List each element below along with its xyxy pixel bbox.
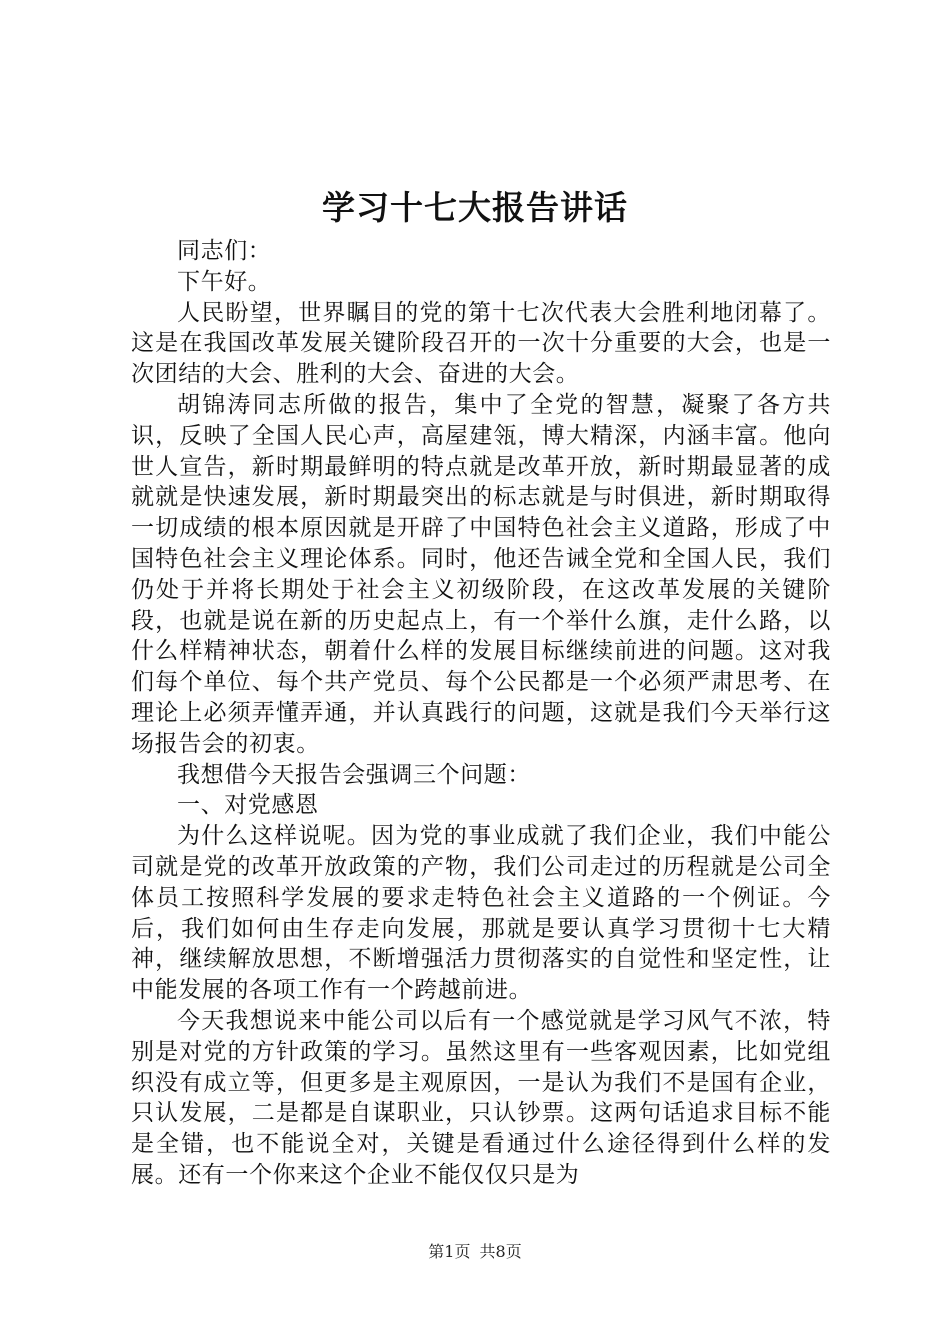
document-body [131, 236, 831, 1191]
page-total: 共8页 [479, 1242, 522, 1261]
body-paragraph: 我想借今天报告会强调三个问题： [177, 761, 531, 788]
greeting-paragraph: 同志们： [177, 238, 272, 264]
page-footer [0, 1241, 950, 1263]
body-paragraph: 人民盼望，世界瞩目的党的第十七次代表大会胜利地闭幕了。这是在我国改革发展关键阶段召开的一次十分重要的大会，也是一次团结的大会、胜利的大会、奋进的大会。 [131, 299, 831, 388]
document-title: 学习十七大报告讲话 [322, 188, 628, 227]
body-paragraph: 胡锦涛同志所做的报告，集中了全党的智慧，凝聚了各方共识，反映了全国人民心声，高屋建瓴，博大精深，内涵丰富。他向世人宣告，新时期最鲜明的特点就是改革开放，新时期最显著的成就就是快速发展，新时期最突出的标志就是与时俱进，新时期取得一切成绩的根本原因就是开辟了中国特色社会主义道路，形成了中国特色社会主义理论体系。同时，他还告诫全党和全国人民，我们仍处于并将长期处于社会主义初级阶段，在这改革发展的关键阶段，也就是说在新的历史起点上，有一个举什么旗，走什么路，以什么样精神状态，朝着什么样的发展目标继续前进的问题。这对我们每个单位、每个共产党员、每个公民都是一个必须严肃思考、在理论上必须弄懂弄通，并认真践行的问题，这就是我们今天举行这场报告会的初衷。 [131, 391, 831, 757]
body-paragraph: 为什么这样说呢。因为党的事业成就了我们企业，我们中能公司就是党的改革开放政策的产物，我们公司走过的历程就是公司全体员工按照科学发展的要求走特色社会主义道路的一个例证。今后，我们如何由生存走向发展，那就是要认真学习贯彻十七大精神，继续解放思想，不断增强活力贯彻落实的自觉性和坚定性，让中能发展的各项工作有一个跨越前进。 [131, 823, 831, 1004]
section-heading: 一、对党感恩 [177, 792, 319, 819]
body-paragraph: 今天我想说来中能公司以后有一个感觉就是学习风气不浓，特别是对党的方针政策的学习。虽然这里有一些客观因素，比如党组织没有成立等，但更多是主观原因，一是认为我们不是国有企业，只认发展，二是都是自谋职业，只认钞票。这两句话追求目标不能是全错，也不能说全对，关键是看通过什么途径得到什么样的发展。还有一个你来这个企业不能仅仅只是为 [131, 1007, 831, 1188]
page-number: 第1页 [428, 1242, 471, 1261]
salutation-paragraph: 下午好。 [177, 268, 272, 295]
